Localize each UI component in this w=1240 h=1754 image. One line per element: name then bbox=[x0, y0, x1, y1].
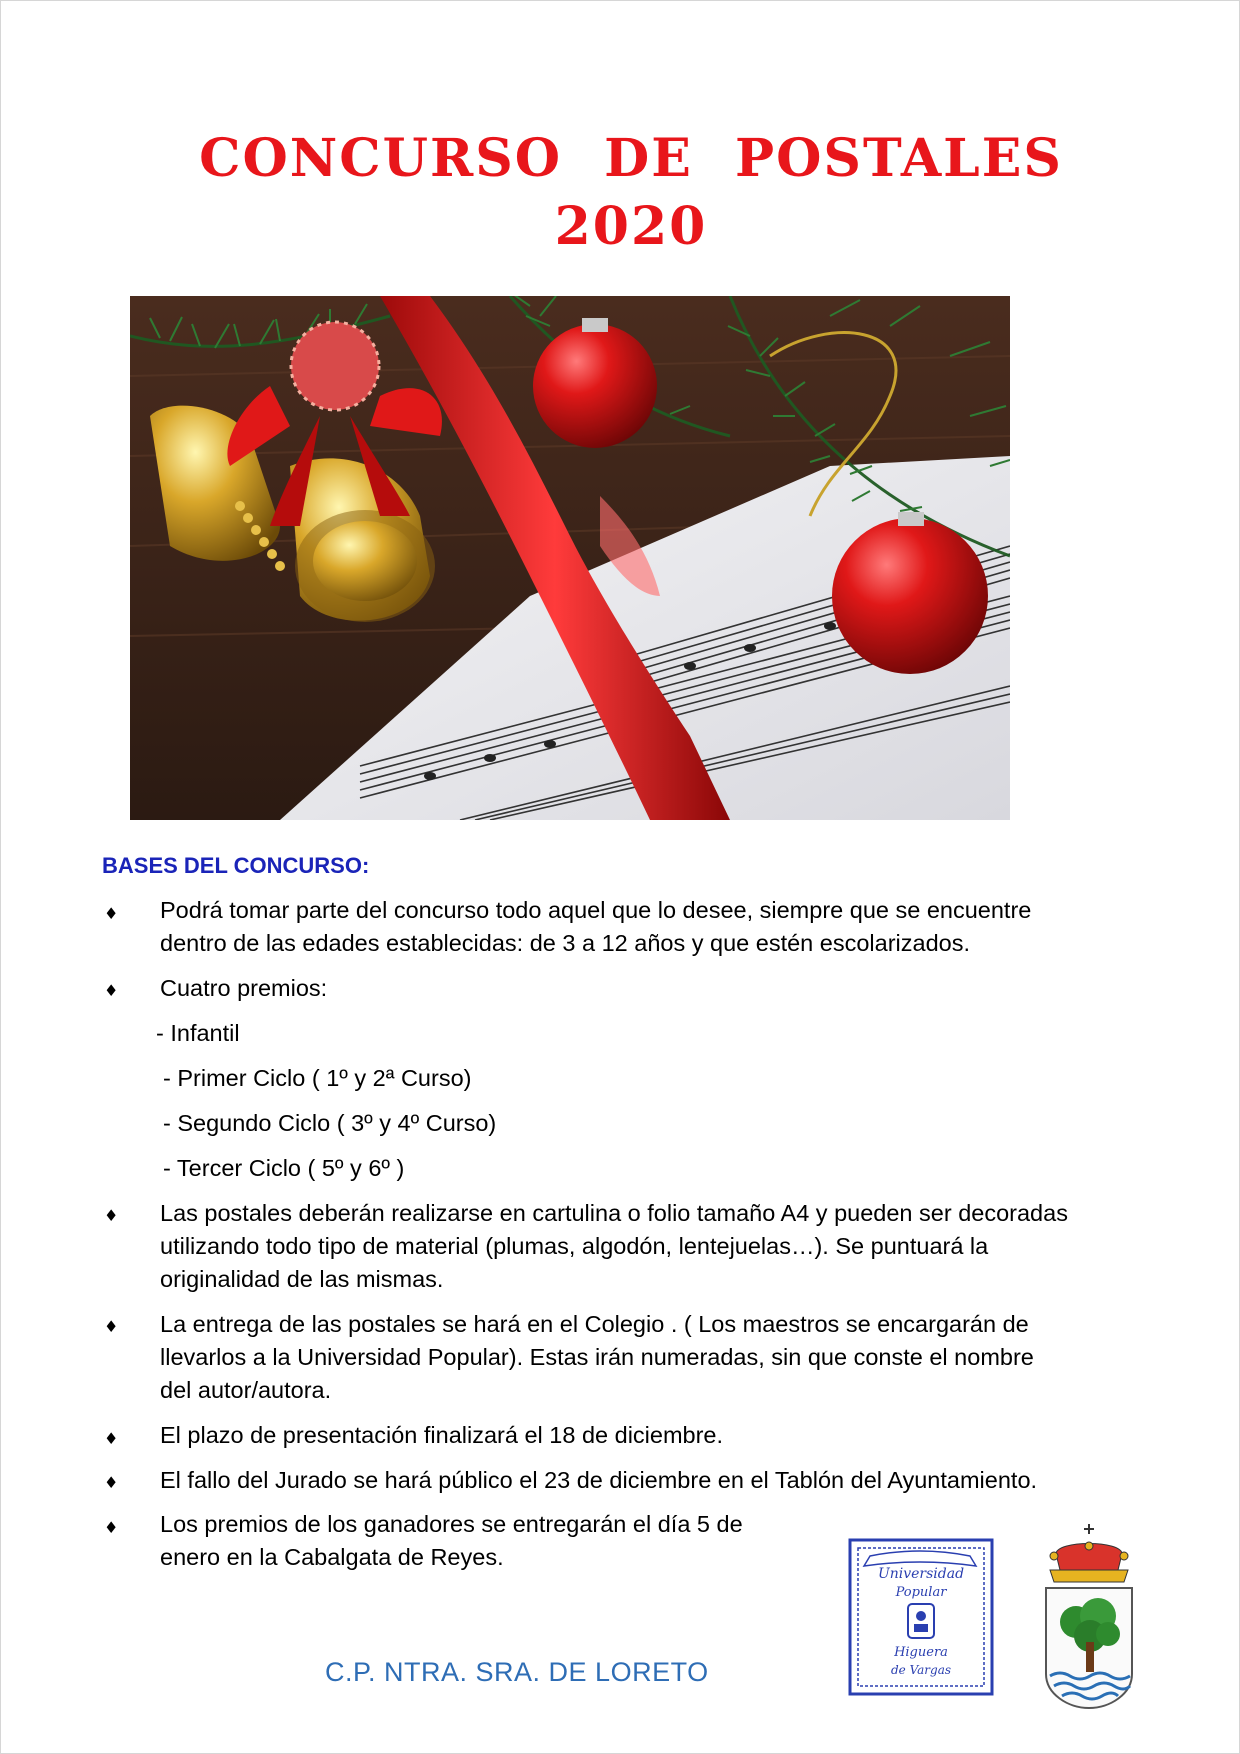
stamp-line-4: de Vargas bbox=[890, 1663, 952, 1677]
rule-delivery: La entrega de las postales se hará en el Colegio . ( Los maestros se encargarán de llevarlos a la Universidad Popular). Estas irán numeradas, sin que conste el nombre del autor/autora. bbox=[160, 1311, 1034, 1403]
rule-deadline: El plazo de presentación finalizará el 18 de diciembre. bbox=[160, 1422, 724, 1448]
school-name: C.P. NTRA. SRA. DE LORETO bbox=[325, 1657, 709, 1687]
stamp-line-2: Popular bbox=[895, 1585, 947, 1600]
page-title: CONCURSO DE POSTALES bbox=[199, 128, 1063, 189]
diamond-bullet-icon: ♦ bbox=[104, 1473, 119, 1492]
stamp-line-1: Universidad bbox=[877, 1566, 965, 1582]
diamond-bullet-icon: ♦ bbox=[104, 1518, 119, 1537]
diamond-bullet-icon: ♦ bbox=[104, 904, 119, 923]
town-coat-of-arms-icon bbox=[1040, 1524, 1138, 1710]
christmas-photo bbox=[130, 296, 1010, 820]
diamond-bullet-icon: ♦ bbox=[104, 981, 119, 1000]
diamond-bullet-icon: ♦ bbox=[104, 1317, 119, 1336]
diamond-bullet-icon: ♦ bbox=[104, 1206, 119, 1225]
prize-category: - Segundo Ciclo ( 3º y 4º Curso) bbox=[163, 1110, 497, 1136]
universidad-popular-stamp-icon bbox=[846, 1536, 996, 1698]
prize-category: - Infantil bbox=[156, 1020, 240, 1046]
bases-heading: BASES DEL CONCURSO: bbox=[102, 853, 370, 878]
page-title-year: 2020 bbox=[554, 196, 708, 257]
prize-category: - Tercer Ciclo ( 5º y 6º ) bbox=[163, 1155, 405, 1181]
diamond-bullet-icon: ♦ bbox=[104, 1429, 119, 1448]
rule-format: Las postales deberán realizarse en cartulina o folio tamaño A4 y pueden ser decoradas utilizando todo tipo de material (plumas, algodón, lentejuelas…). Se puntuará la originalidad de las mismas. bbox=[160, 1200, 1068, 1292]
rule-awards: Los premios de los ganadores se entregarán el día 5 de enero en la Cabalgata de Reyes. bbox=[160, 1511, 743, 1570]
rule-jury: El fallo del Jurado se hará público el 23 de diciembre en el Tablón del Ayuntamiento. bbox=[160, 1467, 1038, 1493]
rule-prizes: Cuatro premios: bbox=[160, 975, 328, 1001]
prize-category: - Primer Ciclo ( 1º y 2ª Curso) bbox=[163, 1065, 472, 1091]
stamp-line-3: Higuera bbox=[894, 1645, 948, 1660]
rule-participation: Podrá tomar parte del concurso todo aquel que lo desee, siempre que se encuentre dentro de las edades establecidas: de 3 a 12 años y que estén escolarizados. bbox=[160, 897, 1032, 956]
